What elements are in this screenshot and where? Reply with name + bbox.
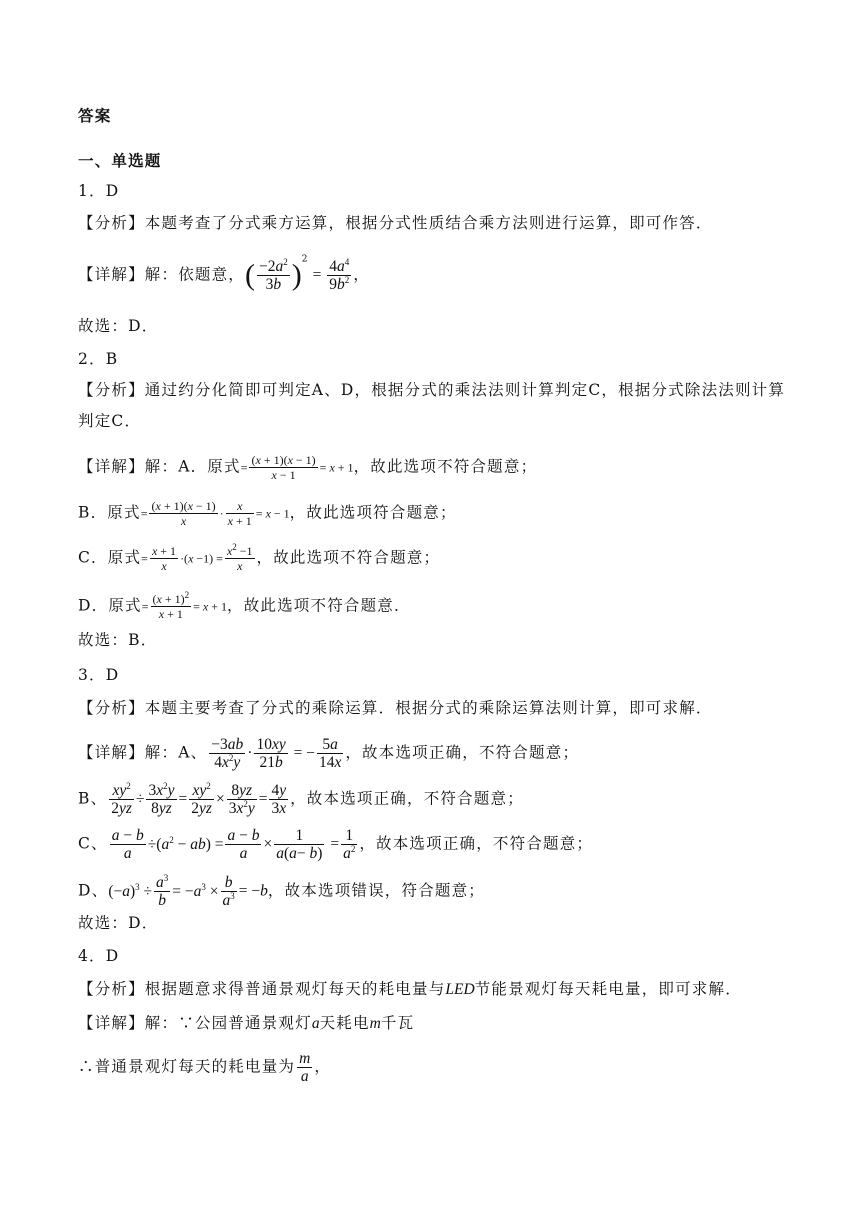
section-title: 一、单选题: [78, 152, 162, 170]
question-2-option-d: D．原式= $\frac{(x + 1)^2}{x + 1}$ = x + 1，故此选项不符合题意．: [78, 590, 411, 621]
question-3-option-d: D、$(-a)^3$ ÷ $\frac{a^3}{b}$ = $-a^3$ × $\frac{b}{a^3}$ = −b，故本选项错误，符合题意；: [78, 872, 485, 909]
question-4-number: 4．D: [78, 947, 120, 965]
question-3-number: 3．D: [78, 666, 120, 684]
question-1-conclusion: 故选：D．: [78, 317, 159, 335]
question-2-option-c: C．原式= $\frac{x + 1}{x}$ ·(x −1) = $\frac{x^2 -1}{x}$ ，故此选项不符合题意；: [78, 542, 441, 573]
detail-label: 【详解】解：依题意，: [78, 265, 246, 284]
question-1-detail: 【详解】解：依题意，( $\frac{-2a^2}{3b}$ )$^2$ = $\frac{4a^4}{9b^2}$ ，: [78, 254, 370, 293]
question-2-option-b: B．原式= $\frac{(x + 1)(x - 1)}{x}$ · $\frac{x}{x + 1}$ = x − 1，故此选项符合题意；: [78, 499, 457, 528]
fraction: $\frac{4a^4}{9b^2}$: [329, 256, 350, 293]
question-4-detail: 【详解】解：∵公园普通景观灯a天耗电m千瓦: [78, 1014, 415, 1032]
question-4-therefore: ∴普通景观灯每天的耗电量为 $\frac{m}{a}$ ，: [78, 1050, 332, 1085]
fraction: $\frac{-2a^2}{3b}$: [259, 256, 288, 293]
question-3-analysis: 【分析】本题主要考查了分式的乘除运算．根据分式的乘除运算法则计算，即可求解．: [78, 699, 713, 717]
question-2-option-a: 【详解】解：A．原式= $\frac{(x + 1)(x - 1)}{x - 1}$ = x + 1，故此选项不符合题意；: [78, 453, 538, 482]
question-2-analysis: 【分析】通过约分化简即可判定A、D，根据分式的乘法法则计算判定C，根据分式除法法则计算判定C．: [78, 381, 786, 430]
question-3-option-a: 【详解】解：A、 $\frac{-3ab}{4x^2y}$ · $\frac{10xy}{21b}$ = − $\frac{5a}{14x}$ ，故本选项正确，不符合题意；: [78, 736, 580, 771]
question-2-number: 2．B: [78, 350, 119, 368]
question-1-analysis: 【分析】本题考查了分式乘方运算，根据分式性质结合乘方法则进行运算，即可作答．: [78, 214, 713, 232]
question-3-option-c: C、 $\frac{a - b}{a}$ $\div(a^2 - ab)$ = $\frac{a - b}{a}$ × $\frac{1}{a(a- b)}$ = $\frac{1}{a^2}$ ，故本选项正确，不符合题意；: [78, 827, 594, 862]
question-4-analysis: 【分析】根据题意求得普通景观灯每天的耗电量与LED节能景观灯每天耗电量，即可求解．: [78, 980, 742, 998]
question-1-number: 1．D: [78, 182, 120, 200]
page-heading: 答案: [78, 107, 112, 125]
question-3-conclusion: 故选：D．: [78, 914, 159, 932]
question-2-conclusion: 故选：B．: [78, 631, 158, 649]
question-3-option-b: B、 $\frac{xy^2}{2yz}$ ÷ $\frac{3x^2y}{8yz}$ = $\frac{xy^2}{2yz}$ × $\frac{8yz}{3x^2y}$ = $\frac{4y}{3x}$ ，故本选项正确，不符合题意；: [78, 780, 524, 817]
